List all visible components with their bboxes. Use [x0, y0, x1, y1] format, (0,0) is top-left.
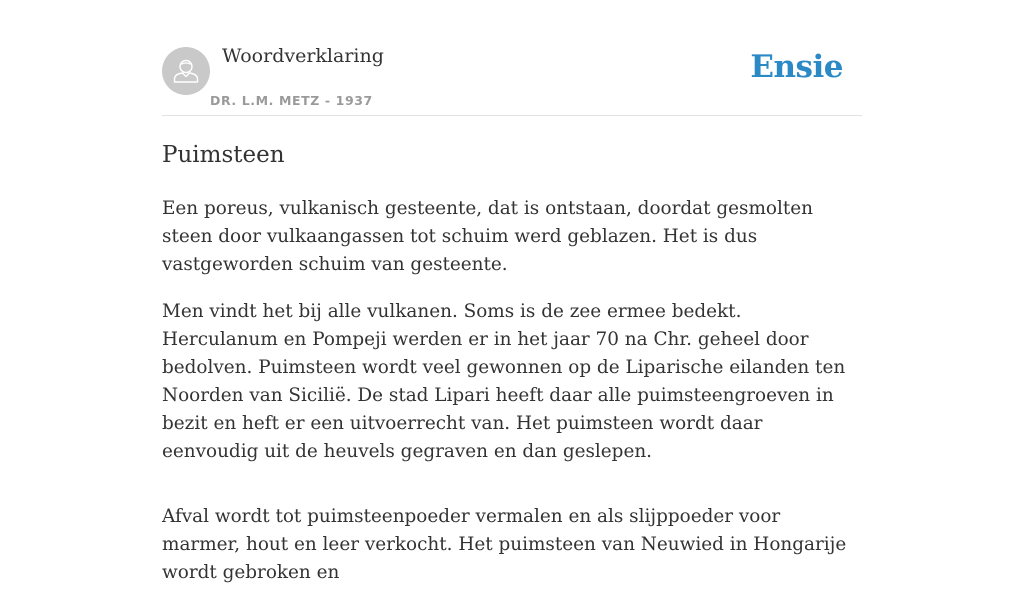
brand-logo[interactable]: Ensie: [750, 49, 843, 85]
entry-header: [162, 0, 862, 116]
entry-term: Puimsteen: [162, 142, 285, 168]
source-meta[interactable]: DR. L.M. METZ - 1937: [210, 93, 373, 108]
definition-paragraph: Een poreus, vulkanisch gesteente, dat is ontstaan, doordat gesmolten steen door vulkaangassen tot schuim werd geblazen. Het is dus vastgeworden schuim van gesteente.: [162, 198, 813, 275]
entry-definition: [162, 195, 862, 587]
content-column: [162, 0, 862, 606]
definition-paragraph: Afval wordt tot puimsteenpoeder vermalen en als slijppoeder voor marmer, hout en leer verkocht. Het puimsteen van Neuwied in Hongarije wordt gebroken en: [162, 506, 847, 583]
user-icon: [162, 47, 210, 95]
definition-paragraph: Men vindt het bij alle vulkanen. Soms is de zee ermee bedekt. Herculanum en Pompeji werden er in het jaar 70 na Chr. geheel door bedolven. Puimsteen wordt veel gewonnen op de Liparische eilanden ten Noorden van Sicilië. De stad Lipari heeft daar alle puimsteengroeven in bezit en heft er een uitvoerrecht van. Het puimsteen wordt daar eenvoudig uit de heuvels gegraven en dan geslepen.: [162, 301, 846, 462]
source-title[interactable]: Woordverklaring: [222, 45, 384, 67]
author-avatar[interactable]: [162, 47, 210, 95]
